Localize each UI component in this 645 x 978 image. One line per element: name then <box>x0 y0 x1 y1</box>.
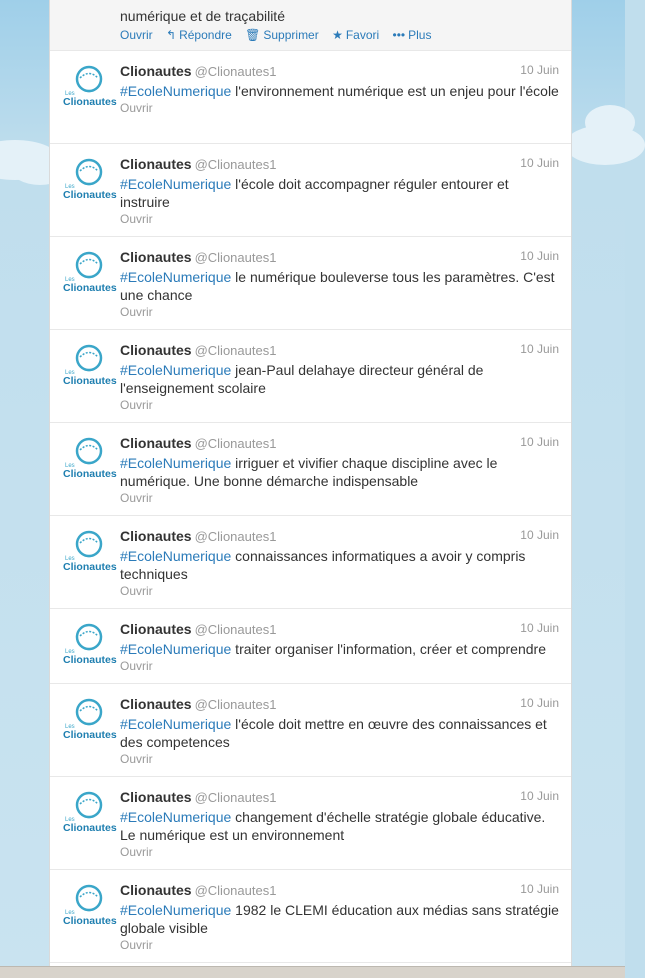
avatar[interactable] <box>62 62 117 110</box>
author-handle[interactable]: @Clionautes1 <box>194 790 277 805</box>
tweet-date[interactable]: 10 Juin <box>520 342 559 356</box>
tweet-text: numérique et de traçabilité <box>120 8 285 24</box>
svg-text:Clionautes: Clionautes <box>63 822 117 834</box>
open-link[interactable]: Ouvrir <box>120 752 153 766</box>
cloud <box>585 105 635 140</box>
tweet-header <box>120 63 559 81</box>
open-link[interactable]: Ouvrir <box>120 659 153 673</box>
svg-text:Clionautes: Clionautes <box>63 915 117 927</box>
tweet-text <box>120 175 559 211</box>
tweet-header <box>120 789 559 807</box>
author-handle[interactable]: @Clionautes1 <box>194 529 277 544</box>
svg-text:Clionautes: Clionautes <box>63 561 117 573</box>
open-link[interactable]: Ouvrir <box>120 101 153 115</box>
open-link[interactable]: Ouvrir <box>120 305 153 319</box>
svg-text:Clionautes: Clionautes <box>63 96 117 108</box>
author-name[interactable]: Clionautes <box>120 63 192 79</box>
tweet[interactable] <box>50 330 571 423</box>
tweet-text <box>120 361 559 397</box>
tweet[interactable] <box>50 777 571 870</box>
tweet[interactable] <box>50 51 571 144</box>
tweet-text <box>120 268 559 304</box>
tweet-date[interactable]: 10 Juin <box>520 621 559 635</box>
avatar[interactable] <box>62 434 117 482</box>
star-icon: ★ <box>332 28 343 42</box>
svg-text:Clionautes: Clionautes <box>63 189 117 201</box>
more-button[interactable]: ••• Plus <box>392 28 432 42</box>
author-handle[interactable]: @Clionautes1 <box>194 697 277 712</box>
open-link[interactable]: Ouvrir <box>120 212 153 226</box>
tweet-text <box>120 808 559 844</box>
author-handle[interactable]: @Clionautes1 <box>194 622 277 637</box>
trash-icon: 🗑 <box>245 28 261 42</box>
svg-text:Les: Les <box>65 370 75 376</box>
svg-text:Les: Les <box>65 463 75 469</box>
clionautes-logo <box>62 620 117 668</box>
author-name[interactable]: Clionautes <box>120 696 192 712</box>
clionautes-logo <box>62 695 117 743</box>
tweet-body: changement d'échelle stratégie globale éducative. Le numérique est un environnement <box>120 809 546 843</box>
author-name[interactable]: Clionautes <box>120 789 192 805</box>
open-link[interactable]: Ouvrir <box>120 491 153 505</box>
tweet-text <box>120 715 559 751</box>
svg-text:Clionautes: Clionautes <box>63 654 117 666</box>
tweet-header <box>120 621 559 639</box>
favorite-button[interactable]: ★ Favori <box>332 28 380 42</box>
svg-text:Les: Les <box>65 910 75 916</box>
reply-button[interactable]: ↰ Répondre <box>166 28 232 42</box>
hashtag-link[interactable]: #EcoleNumerique <box>120 809 232 825</box>
tweet-text <box>120 454 559 490</box>
avatar[interactable] <box>62 695 117 743</box>
tweet[interactable] <box>50 609 571 684</box>
tweet-body: l'environnement numérique est un enjeu pour l'école <box>231 83 559 99</box>
author-handle[interactable]: @Clionautes1 <box>194 436 277 451</box>
svg-text:Clionautes: Clionautes <box>63 468 117 480</box>
svg-text:Les: Les <box>65 817 75 823</box>
window-bottom-bar <box>0 966 625 978</box>
tweet-date[interactable]: 10 Juin <box>520 249 559 263</box>
svg-text:Les: Les <box>65 724 75 730</box>
reply-icon: ↰ <box>166 28 177 42</box>
tweet[interactable] <box>50 870 571 963</box>
tweet-date[interactable]: 10 Juin <box>520 528 559 542</box>
tweet-date[interactable]: 10 Juin <box>520 156 559 170</box>
svg-text:Les: Les <box>65 91 75 97</box>
hashtag-link[interactable]: #EcoleNumerique <box>120 176 232 192</box>
tweet-date[interactable]: 10 Juin <box>520 63 559 77</box>
author-handle[interactable]: @Clionautes1 <box>194 64 277 79</box>
tweet-header <box>120 156 559 174</box>
delete-button[interactable]: 🗑 Supprimer <box>245 28 319 42</box>
author-name[interactable]: Clionautes <box>120 528 192 544</box>
tweet-text <box>120 547 559 583</box>
svg-text:Clionautes: Clionautes <box>63 729 117 741</box>
author-name[interactable]: Clionautes <box>120 882 192 898</box>
hashtag-link[interactable]: #EcoleNumerique <box>120 83 232 99</box>
open-link[interactable]: Ouvrir <box>120 398 153 412</box>
tweet-header <box>120 435 559 453</box>
tweet-list <box>50 51 571 963</box>
tweet-body: 1982 le CLEMI éducation aux médias sans stratégie globale visible <box>120 902 559 936</box>
clionautes-logo <box>62 527 117 575</box>
avatar[interactable] <box>62 155 117 203</box>
avatar[interactable] <box>62 527 117 575</box>
hashtag-link[interactable]: #EcoleNumerique <box>120 269 232 285</box>
tweet[interactable] <box>50 423 571 516</box>
tweet[interactable] <box>50 516 571 609</box>
tweet-body: traiter organiser l'information, créer et comprendre <box>231 641 546 657</box>
avatar[interactable] <box>62 620 117 668</box>
hashtag-link[interactable]: #EcoleNumerique <box>120 548 232 564</box>
tweet-header <box>120 249 559 267</box>
tweet-body: l'école doit mettre en œuvre des connaissances et des competences <box>120 716 547 750</box>
tweet-date[interactable]: 10 Juin <box>520 789 559 803</box>
tweet-header <box>120 342 559 360</box>
tweet-text <box>120 640 559 658</box>
clionautes-logo <box>62 434 117 482</box>
expanded-tweet[interactable] <box>50 0 571 51</box>
open-link[interactable]: Ouvrir <box>120 845 153 859</box>
more-dots-icon: ••• <box>392 28 406 42</box>
open-link[interactable]: Ouvrir <box>120 938 153 952</box>
author-name[interactable]: Clionautes <box>120 249 192 265</box>
tweet[interactable] <box>50 237 571 330</box>
tweet-body: jean-Paul delahaye directeur général de l'enseignement scolaire <box>120 362 484 396</box>
svg-text:Les: Les <box>65 649 75 655</box>
open-link[interactable]: Ouvrir <box>120 584 153 598</box>
clionautes-logo <box>62 62 117 110</box>
author-handle[interactable]: @Clionautes1 <box>194 157 277 172</box>
open-link[interactable]: Ouvrir <box>120 28 153 42</box>
hashtag-link[interactable]: #EcoleNumerique <box>120 716 232 732</box>
clionautes-logo <box>62 881 117 929</box>
svg-text:Les: Les <box>65 184 75 190</box>
tweet-text <box>120 901 559 937</box>
tweet-body: irriguer et vivifier chaque discipline avec le numérique. Une bonne démarche indispensable <box>120 455 498 489</box>
hashtag-link[interactable]: #EcoleNumerique <box>120 455 232 471</box>
tweet-body: le numérique bouleverse tous les paramètres. C'est une chance <box>120 269 555 303</box>
clionautes-logo <box>62 341 117 389</box>
tweet-date[interactable]: 10 Juin <box>520 696 559 710</box>
svg-text:Les: Les <box>65 277 75 283</box>
svg-text:Les: Les <box>65 556 75 562</box>
hashtag-link[interactable]: #EcoleNumerique <box>120 902 232 918</box>
author-name[interactable]: Clionautes <box>120 156 192 172</box>
tweet-date[interactable]: 10 Juin <box>520 435 559 449</box>
tweet[interactable] <box>50 684 571 777</box>
avatar[interactable] <box>62 341 117 389</box>
author-name[interactable]: Clionautes <box>120 342 192 358</box>
avatar[interactable] <box>62 788 117 836</box>
author-handle[interactable]: @Clionautes1 <box>194 883 277 898</box>
tweet-header <box>120 882 559 900</box>
svg-text:Clionautes: Clionautes <box>63 282 117 294</box>
timeline <box>49 0 572 966</box>
avatar[interactable] <box>62 248 117 296</box>
tweet[interactable] <box>50 144 571 237</box>
author-handle[interactable]: @Clionautes1 <box>194 250 277 265</box>
tweet-date[interactable]: 10 Juin <box>520 882 559 896</box>
clionautes-logo <box>62 788 117 836</box>
author-name[interactable]: Clionautes <box>120 621 192 637</box>
hashtag-link[interactable]: #EcoleNumerique <box>120 641 232 657</box>
hashtag-link[interactable]: #EcoleNumerique <box>120 362 232 378</box>
tweet-header <box>120 696 559 714</box>
tweet-body: connaissances informatiques a avoir y compris techniques <box>120 548 526 582</box>
avatar[interactable] <box>62 881 117 929</box>
clionautes-logo <box>62 248 117 296</box>
tweet-header <box>120 528 559 546</box>
author-name[interactable]: Clionautes <box>120 435 192 451</box>
tweet-body: l'école doit accompagner réguler entourer et instruire <box>120 176 509 210</box>
tweet-actions <box>120 28 559 42</box>
clionautes-logo <box>62 155 117 203</box>
tweet-text <box>120 82 559 100</box>
author-handle[interactable]: @Clionautes1 <box>194 343 277 358</box>
svg-text:Clionautes: Clionautes <box>63 375 117 387</box>
